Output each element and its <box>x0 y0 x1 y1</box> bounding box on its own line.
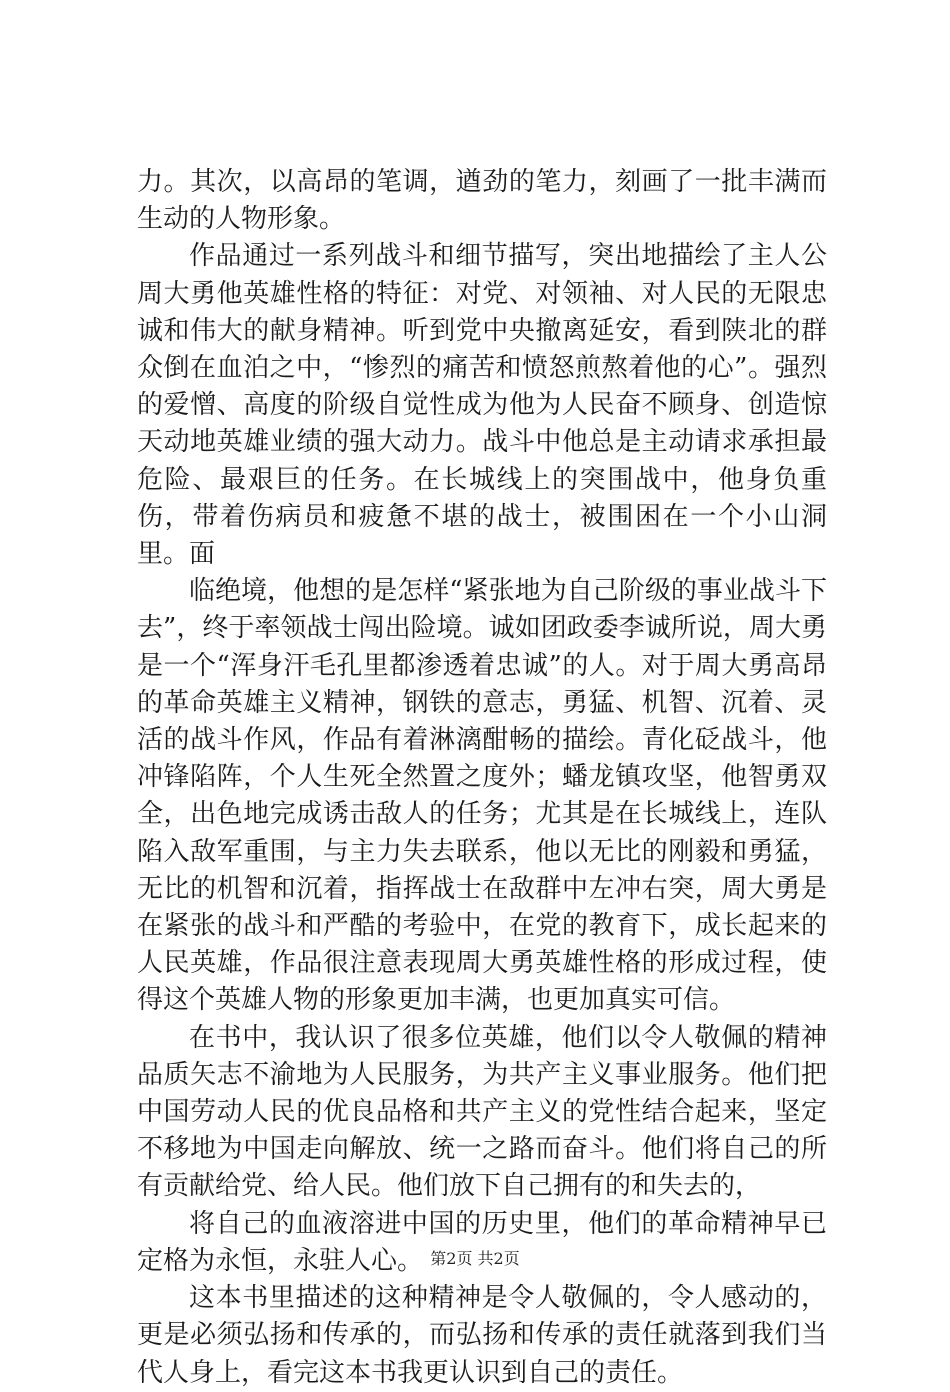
document-body <box>137 164 827 1392</box>
paragraph-3: 临绝境，他想的是怎样“紧张地为自己阶级的事业战斗下去”，终于率领战士闯出险境。诚如团政委李诚所说，周大勇是一个“浑身汗毛孔里都渗透着忠诚”的人。对于周大勇高昂的革命英雄主义精神，钢铁的意志，勇猛、机智、沉着、灵活的战斗作风，作品有着淋漓酣畅的描绘。青化砭战斗，他冲锋陷阵，个人生死全然置之度外；蟠龙镇攻坚，他智勇双全，出色地完成诱击敌人的任务；尤其是在长城线上，连队陷入敌军重围，与主力失去联系，他以无比的刚毅和勇猛，无比的机智和沉着，指挥战士在敌群中左冲右突，周大勇是在紧张的战斗和严酷的考验中，在党的教育下，成长起来的人民英雄，作品很注意表现周大勇英雄性格的形成过程，使得这个英雄人物的形象更加丰满，也更加真实可信。 <box>137 576 827 1016</box>
paragraph-4: 在书中，我认识了很多位英雄，他们以令人敬佩的精神品质矢志不渝地为人民服务，为共产主义事业服务。他们把中国劳动人民的优良品格和共产主义的党性结合起来，坚定不移地为中国走向解放、统一之路而奋斗。他们将自己的所有贡献给党、给人民。他们放下自己拥有的和失去的， <box>137 1022 827 1202</box>
paragraph-2: 作品通过一系列战斗和细节描写，突出地描绘了主人公周大勇他英雄性格的特征：对党、对领袖、对人民的无限忠诚和伟大的献身精神。听到党中央撤离延安，看到陕北的群众倒在血泊之中，“惨烈的痛苦和愤怒煎熬着他的心”。强烈的爱憎、高度的阶级自觉性成为他为人民奋不顾身、创造惊天动地英雄业绩的强大动力。战斗中他总是主动请求承担最危险、最艰巨的任务。在长城线上的突围战中，他身负重伤，带着伤病员和疲惫不堪的战士，被围困在一个小山洞里。面 <box>137 241 827 570</box>
paragraph-6: 这本书里描述的这种精神是令人敬佩的，令人感动的，更是必须弘扬和传承的，而弘扬和传承的责任就落到我们当代人身上，看完这本书我更认识到自己的责任。 <box>137 1283 827 1388</box>
page-footer: 第2页 共2页 <box>430 1249 520 1268</box>
paragraph-1: 力。其次，以高昂的笔调，遒劲的笔力，刻画了一批丰满而生动的人物形象。 <box>137 167 827 235</box>
paragraph-5: 将自己的血液溶进中国的历史里，他们的革命精神早已定格为永恒，永驻人心。 <box>137 1208 827 1276</box>
